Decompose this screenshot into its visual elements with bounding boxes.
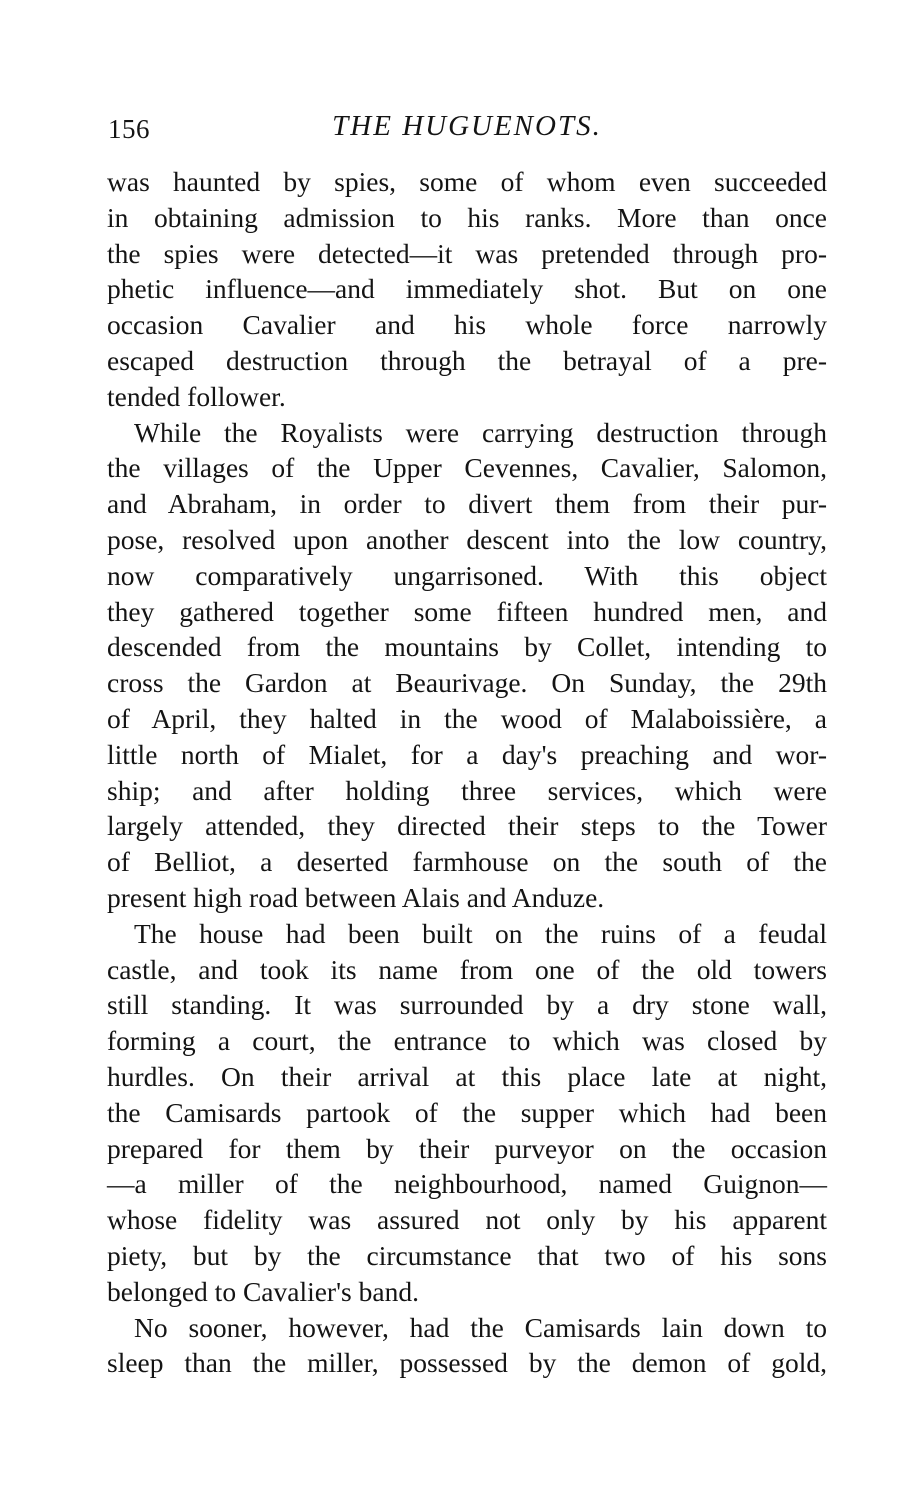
text-line: occasion Cavalier and his whole force narrowly [107,309,827,341]
text-line: belonged to Cavalier's band. [107,1275,419,1307]
text-line: ship; and after holding three services, which were [107,774,827,806]
text-line: The house had been built on the ruins of a feudal [134,917,827,949]
text-line: prepared for them by their purveyor on the occasion [107,1132,827,1164]
text-line: the villages of the Upper Cevennes, Cavalier, Salomon, [107,452,827,484]
text-line: the spies were detected—it was pretended through pro- [107,237,827,269]
text-line: descended from the mountains by Collet, intending to [107,631,827,663]
body-text [107,164,827,1381]
text-line: of April, they halted in the wood of Malaboissière, a [107,702,827,734]
text-line: tended follower. [107,380,286,412]
text-line: still standing. It was surrounded by a dry stone wall, [107,989,827,1021]
running-title: THE HUGUENOTS. [332,110,602,142]
text-line: now comparatively ungarrisoned. With this object [107,559,827,591]
text-line: No sooner, however, had the Camisards lain down to [134,1311,827,1343]
text-line: cross the Gardon at Beaurivage. On Sunday, the 29th [107,667,827,699]
text-line: of Belliot, a deserted farmhouse on the south of the [107,846,827,878]
text-line: phetic influence—and immediately shot. But on one [107,273,827,305]
text-line: little north of Mialet, for a day's preaching and wor- [107,738,827,770]
text-line: piety, but by the circumstance that two of his sons [107,1239,827,1271]
text-line: escaped destruction through the betrayal of a pre- [107,344,827,376]
text-line: —a miller of the neighbourhood, named Guignon— [107,1168,827,1200]
text-line: present high road between Alais and Anduze. [107,881,605,913]
text-line: whose fidelity was assured not only by his apparent [107,1204,827,1236]
page-number: 156 [108,114,150,144]
text-line: they gathered together some fifteen hundred men, and [107,595,827,627]
text-line: in obtaining admission to his ranks. More than once [107,201,827,233]
book-page [107,96,827,1381]
text-line: forming a court, the entrance to which was closed by [107,1025,827,1057]
text-line: sleep than the miller, possessed by the demon of gold, [107,1347,827,1379]
text-line: and Abraham, in order to divert them from their pur- [107,488,827,520]
text-line: castle, and took its name from one of the old towers [107,953,827,985]
text-line: hurdles. On their arrival at this place late at night, [107,1060,827,1092]
text-line: largely attended, they directed their steps to the Tower [107,810,827,842]
text-line: was haunted by spies, some of whom even succeeded [107,166,827,197]
text-line: the Camisards partook of the supper which had been [107,1096,827,1128]
running-head [107,96,827,152]
text-line: While the Royalists were carrying destruction through [134,416,827,448]
text-line: pose, resolved upon another descent into the low country, [107,523,827,555]
